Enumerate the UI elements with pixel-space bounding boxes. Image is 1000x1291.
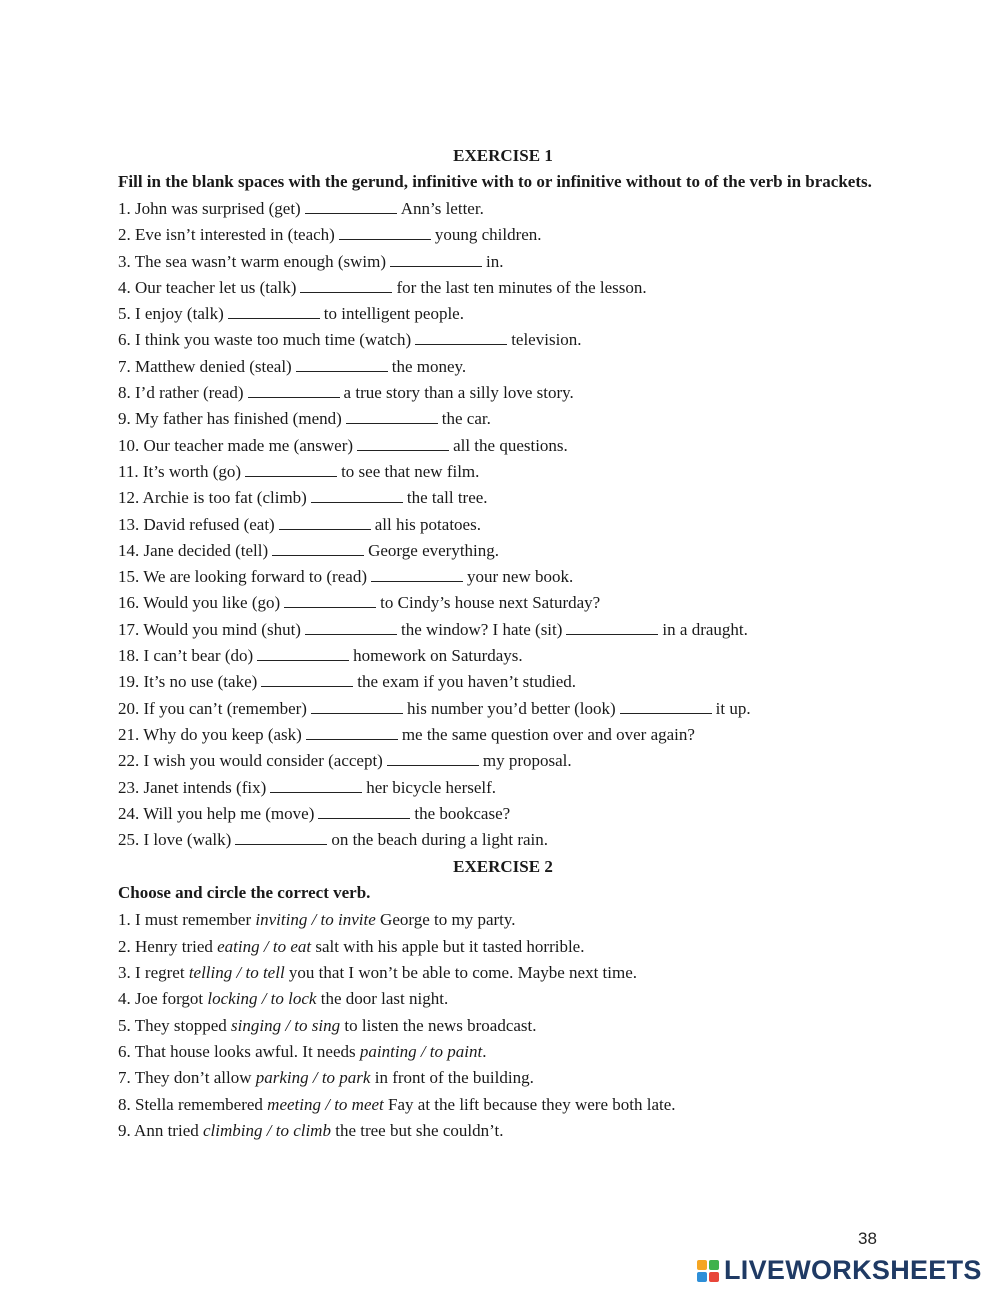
- item-text: my proposal.: [482, 751, 572, 771]
- item-text: 5. I enjoy (talk): [118, 304, 224, 324]
- exercise-1-item: [118, 380, 888, 406]
- exercise-2-item: [118, 1092, 888, 1118]
- item-text: television.: [511, 330, 582, 350]
- verb-options[interactable]: inviting / to invite: [255, 910, 376, 930]
- answer-blank[interactable]: [339, 223, 431, 240]
- item-text: 20. If you can’t (remember): [118, 698, 307, 718]
- answer-blank[interactable]: [311, 697, 403, 714]
- exercise-1-item: [118, 512, 888, 538]
- exercise-2-item: [118, 907, 888, 933]
- item-text: to see that new film.: [341, 461, 480, 481]
- answer-blank[interactable]: [415, 328, 507, 345]
- item-text: 17. Would you mind (shut): [118, 619, 301, 639]
- exercise-2-item: [118, 960, 888, 986]
- item-text: 8. I’d rather (read): [118, 383, 244, 403]
- exercise-1-item: [118, 222, 888, 248]
- exercise-1-item: [118, 249, 888, 275]
- logo-square: [697, 1260, 707, 1270]
- answer-blank[interactable]: [346, 407, 438, 424]
- worksheet-page: [118, 142, 888, 1144]
- item-text: the tall tree.: [406, 488, 488, 508]
- logo-square: [697, 1272, 707, 1282]
- item-text: you that I won’t be able to come. Maybe next time.: [284, 963, 638, 983]
- item-text: salt with his apple but it tasted horrible.: [311, 936, 585, 956]
- exercise-1-item: [118, 827, 888, 853]
- liveworksheets-brand[interactable]: [697, 1255, 982, 1286]
- exercise-2-item: [118, 1118, 888, 1144]
- exercise-2-title: EXERCISE 2: [453, 857, 553, 877]
- exercise-2-item: [118, 986, 888, 1012]
- answer-blank[interactable]: [387, 749, 479, 766]
- exercise-1-item: [118, 406, 888, 432]
- exercise-1-item: [118, 722, 888, 748]
- exercise-1-list: [118, 196, 888, 853]
- item-text: to Cindy’s house next Saturday?: [380, 593, 601, 613]
- exercise-2-item: [118, 934, 888, 960]
- item-text: George to my party.: [375, 910, 516, 930]
- item-text: 11. It’s worth (go): [118, 461, 242, 481]
- item-text: me the same question over and over again?: [401, 724, 695, 744]
- exercise-1-item: [118, 643, 888, 669]
- answer-blank[interactable]: [566, 618, 658, 635]
- exercise-2-item: [118, 1013, 888, 1039]
- item-text: 7. They don’t allow: [118, 1068, 256, 1088]
- item-text: the exam if you haven’t studied.: [357, 672, 577, 692]
- page-number: 38: [858, 1229, 877, 1248]
- logo-square: [709, 1272, 719, 1282]
- item-text: 4. Our teacher let us (talk): [118, 277, 297, 297]
- item-text: 4. Joe forgot: [118, 989, 208, 1009]
- item-text: 9. My father has finished (mend): [118, 409, 342, 429]
- answer-blank[interactable]: [261, 670, 353, 687]
- item-text: the window? I hate (sit): [400, 619, 563, 639]
- item-text: .: [482, 1041, 487, 1061]
- item-text: your new book.: [466, 567, 574, 587]
- item-text: 6. That house looks awful. It needs: [118, 1041, 360, 1061]
- answer-blank[interactable]: [371, 565, 463, 582]
- item-text: 21. Why do you keep (ask): [118, 724, 302, 744]
- item-text: 9. Ann tried: [118, 1120, 203, 1140]
- exercise-1-item: [118, 669, 888, 695]
- answer-blank[interactable]: [257, 644, 349, 661]
- exercise-1-item: [118, 617, 888, 643]
- item-text: 23. Janet intends (fix): [118, 777, 267, 797]
- item-text: the tree but she couldn’t.: [330, 1120, 504, 1140]
- exercise-2-item: [118, 1065, 888, 1091]
- item-text: 7. Matthew denied (steal): [118, 356, 292, 376]
- verb-options[interactable]: painting / to paint: [359, 1041, 483, 1061]
- verb-options[interactable]: eating / to eat: [217, 936, 312, 956]
- exercise-1-item: [118, 327, 888, 353]
- item-text: 22. I wish you would consider (accept): [118, 751, 383, 771]
- item-text: 3. I regret: [118, 963, 189, 983]
- answer-blank[interactable]: [248, 381, 340, 398]
- answer-blank[interactable]: [357, 434, 449, 451]
- item-text: for the last ten minutes of the lesson.: [396, 277, 647, 297]
- item-text: a true story than a silly love story.: [343, 383, 574, 403]
- logo-square: [709, 1260, 719, 1270]
- item-text: Fay at the lift because they were both late.: [383, 1094, 676, 1114]
- answer-blank[interactable]: [305, 618, 397, 635]
- item-text: her bicycle herself.: [366, 777, 497, 797]
- item-text: it up.: [715, 698, 751, 718]
- item-text: 15. We are looking forward to (read): [118, 567, 367, 587]
- answer-blank[interactable]: [620, 697, 712, 714]
- exercise-1-item: [118, 801, 888, 827]
- answer-blank[interactable]: [311, 486, 403, 503]
- exercise-1-title: EXERCISE 1: [453, 146, 553, 165]
- exercise-2-item: [118, 1039, 888, 1065]
- exercise-1-item: [118, 459, 888, 485]
- item-text: 19. It’s no use (take): [118, 672, 258, 692]
- item-text: in front of the building.: [370, 1068, 534, 1088]
- answer-blank[interactable]: [306, 723, 398, 740]
- exercise-1-item: [118, 275, 888, 301]
- item-text: 18. I can’t bear (do): [118, 646, 254, 666]
- item-text: all his potatoes.: [374, 514, 481, 534]
- item-text: to listen the news broadcast.: [340, 1015, 537, 1035]
- answer-blank[interactable]: [279, 513, 371, 530]
- verb-options[interactable]: telling / to tell: [188, 963, 285, 983]
- item-text: 14. Jane decided (tell): [118, 540, 269, 560]
- item-text: 2. Eve isn’t interested in (teach): [118, 225, 335, 245]
- exercise-2-instruction: Choose and circle the correct verb.: [118, 883, 371, 903]
- item-text: 5. They stopped: [118, 1015, 232, 1035]
- exercise-2-list: [118, 907, 888, 1144]
- item-text: the bookcase?: [414, 803, 511, 823]
- item-text: 1. I must remember: [118, 910, 256, 930]
- exercise-1-item: [118, 301, 888, 327]
- item-text: 16. Would you like (go): [118, 593, 281, 613]
- item-text: in.: [486, 251, 504, 271]
- verb-options[interactable]: meeting / to meet: [267, 1094, 384, 1114]
- exercise-1: [118, 142, 888, 853]
- answer-blank[interactable]: [228, 302, 320, 319]
- item-text: Ann’s letter.: [400, 199, 484, 218]
- item-text: on the beach during a light rain.: [331, 830, 548, 850]
- item-text: 12. Archie is too fat (climb): [118, 488, 307, 508]
- item-text: all the questions.: [453, 435, 568, 455]
- item-text: 1. John was surprised (get): [118, 199, 301, 218]
- exercise-1-item: [118, 354, 888, 380]
- item-text: 6. I think you waste too much time (watch): [118, 330, 412, 350]
- answer-blank[interactable]: [390, 250, 482, 267]
- item-text: in a draught.: [662, 619, 748, 639]
- item-text: the car.: [441, 409, 491, 429]
- verb-options[interactable]: singing / to sing: [231, 1015, 341, 1035]
- item-text: 24. Will you help me (move): [118, 803, 315, 823]
- exercise-1-item: [118, 775, 888, 801]
- exercise-1-item: [118, 485, 888, 511]
- answer-blank[interactable]: [284, 591, 376, 608]
- item-text: homework on Saturdays.: [353, 646, 523, 666]
- liveworksheets-logo-icon: [697, 1260, 719, 1282]
- answer-blank[interactable]: [318, 802, 410, 819]
- answer-blank[interactable]: [272, 539, 364, 556]
- item-text: 10. Our teacher made me (answer): [118, 435, 354, 455]
- brand-name: LIVEWORKSHEETS: [724, 1255, 982, 1285]
- item-text: 2. Henry tried: [118, 936, 218, 956]
- item-text: 25. I love (walk): [118, 830, 232, 850]
- exercise-2: [118, 853, 888, 1144]
- exercise-1-item: [118, 696, 888, 722]
- answer-blank[interactable]: [305, 197, 397, 214]
- answer-blank[interactable]: [296, 355, 388, 372]
- exercise-1-item: [118, 748, 888, 774]
- verb-options[interactable]: climbing / to climb: [203, 1120, 331, 1140]
- exercise-1-item: [118, 433, 888, 459]
- item-text: 13. David refused (eat): [118, 514, 275, 534]
- item-text: George everything.: [368, 540, 500, 560]
- answer-blank[interactable]: [245, 460, 337, 477]
- exercise-1-item: [118, 538, 888, 564]
- answer-blank[interactable]: [300, 276, 392, 293]
- answer-blank[interactable]: [235, 828, 327, 845]
- item-text: his number you’d better (look): [406, 698, 616, 718]
- exercise-1-item: [118, 196, 888, 222]
- item-text: the door last night.: [316, 989, 449, 1009]
- verb-options[interactable]: locking / to lock: [207, 989, 317, 1009]
- exercise-1-instruction: Fill in the blank spaces with the gerund, infinitive with to or infinitive without to of the verb in brackets.: [118, 172, 872, 191]
- item-text: 8. Stella remembered: [118, 1094, 268, 1114]
- exercise-1-item: [118, 564, 888, 590]
- verb-options[interactable]: parking / to park: [255, 1068, 371, 1088]
- item-text: 3. The sea wasn’t warm enough (swim): [118, 251, 387, 271]
- item-text: to intelligent people.: [323, 304, 464, 324]
- exercise-1-item: [118, 590, 888, 616]
- item-text: the money.: [391, 356, 467, 376]
- answer-blank[interactable]: [270, 776, 362, 793]
- item-text: young children.: [434, 225, 542, 245]
